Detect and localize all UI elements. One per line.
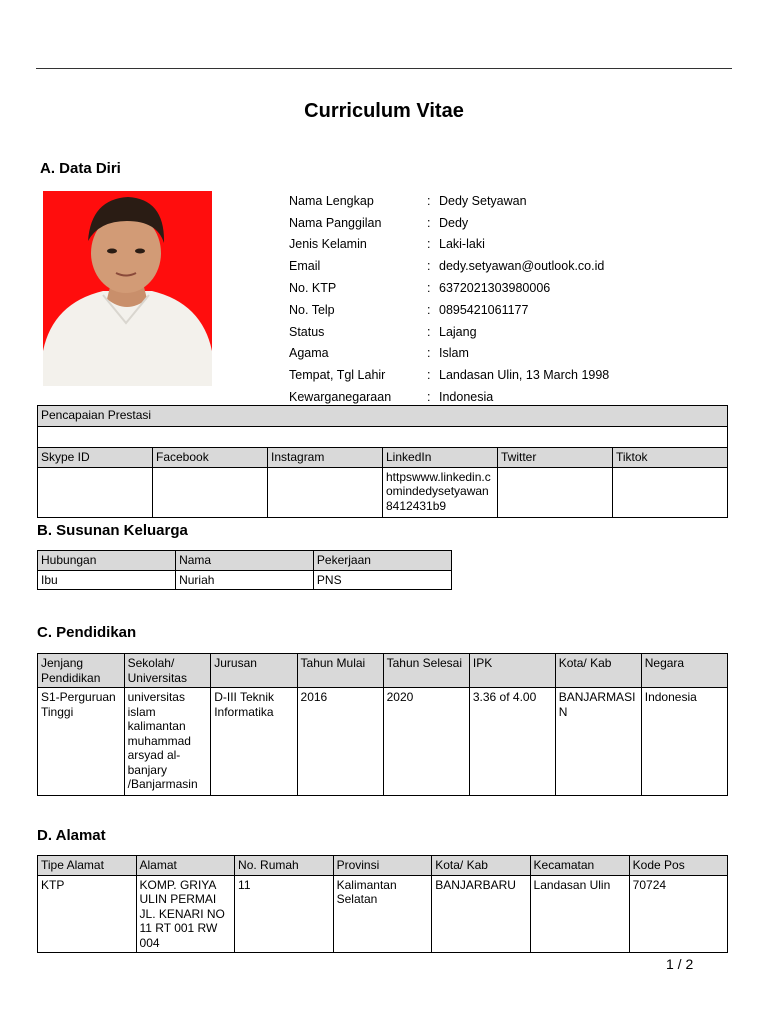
info-colon: : <box>427 215 431 230</box>
info-colon: : <box>427 368 431 383</box>
info-value: Landasan Ulin, 13 March 1998 <box>439 368 610 383</box>
table-row <box>38 688 728 796</box>
table-row <box>38 570 452 590</box>
table-header-cell: Alamat <box>136 856 235 876</box>
section-pendidikan-heading: C. Pendidikan <box>37 624 137 641</box>
social-header: Instagram <box>268 448 383 468</box>
profile-photo <box>43 191 212 386</box>
table-cell: Indonesia <box>641 688 727 796</box>
page-title: Curriculum Vitae <box>304 100 464 122</box>
table-header-cell: Nama <box>176 551 314 571</box>
table-header-cell: Kota/ Kab <box>555 654 641 688</box>
table-cell: KTP <box>38 875 137 953</box>
info-row <box>289 190 729 212</box>
info-row <box>289 234 729 256</box>
table-header-cell: Tipe Alamat <box>38 856 137 876</box>
table-header-cell: Jurusan <box>211 654 297 688</box>
info-value: Indonesia <box>439 390 494 405</box>
table-header-cell: No. Rumah <box>235 856 334 876</box>
info-colon: : <box>427 390 431 405</box>
table-cell: 2020 <box>383 688 469 796</box>
info-label: Kewarganegaraan <box>289 390 392 405</box>
table-header-cell: Jenjang Pendidikan <box>38 654 125 688</box>
table-cell: BANJARMASIN <box>555 688 641 796</box>
info-label: Tempat, Tgl Lahir <box>289 368 386 383</box>
info-colon: : <box>427 193 431 208</box>
table-header-cell: Provinsi <box>333 856 432 876</box>
info-value: Dedy <box>439 215 469 230</box>
alamat-table <box>37 855 728 953</box>
info-label: Jenis Kelamin <box>289 237 367 252</box>
personal-info <box>289 190 729 408</box>
table-row <box>38 875 728 953</box>
table-header-cell: Negara <box>641 654 727 688</box>
table-cell: 2016 <box>297 688 383 796</box>
info-colon: : <box>427 259 431 274</box>
table-header-cell: Kode Pos <box>629 856 727 876</box>
info-label: Email <box>289 259 321 274</box>
social-value <box>38 467 153 517</box>
table-cell: KOMP. GRIYA ULIN PERMAI JL. KENARI NO 11 RT 001 RW 004 <box>136 875 235 953</box>
section-alamat-heading: D. Alamat <box>37 827 106 844</box>
info-value: Laki-laki <box>439 237 485 252</box>
social-value <box>613 467 728 517</box>
table-cell: 11 <box>235 875 334 953</box>
table-header-cell: IPK <box>469 654 555 688</box>
info-row <box>289 277 729 299</box>
prestasi-value <box>38 427 728 448</box>
page-number: 1 / 2 <box>666 956 694 972</box>
info-colon: : <box>427 302 431 317</box>
section-keluarga-heading: B. Susunan Keluarga <box>37 522 188 539</box>
info-row <box>289 321 729 343</box>
info-row <box>289 212 729 234</box>
social-value <box>268 467 383 517</box>
info-value: Dedy Setyawan <box>439 193 527 208</box>
info-colon: : <box>427 324 431 339</box>
social-header: Facebook <box>153 448 268 468</box>
info-row <box>289 364 729 386</box>
table-cell: S1-Perguruan Tinggi <box>38 688 125 796</box>
social-header: Tiktok <box>613 448 728 468</box>
table-cell: 3.36 of 4.00 <box>469 688 555 796</box>
table-cell: Ibu <box>38 570 176 590</box>
social-header: Skype ID <box>38 448 153 468</box>
pendidikan-table <box>37 653 728 796</box>
info-label: Agama <box>289 346 329 361</box>
info-row <box>289 343 729 365</box>
table-header-cell: Tahun Selesai <box>383 654 469 688</box>
info-value: Lajang <box>439 324 477 339</box>
table-cell: PNS <box>313 570 451 590</box>
table-header-cell: Hubungan <box>38 551 176 571</box>
table-header-cell: Sekolah/ Universitas <box>124 654 211 688</box>
info-value: Islam <box>439 346 469 361</box>
table-cell: D-III Teknik Informatika <box>211 688 297 796</box>
social-header: LinkedIn <box>383 448 498 468</box>
section-data-diri-heading: A. Data Diri <box>40 160 121 177</box>
info-label: Nama Lengkap <box>289 193 374 208</box>
info-value: dedy.setyawan@outlook.co.id <box>439 259 605 274</box>
info-label: No. Telp <box>289 302 335 317</box>
top-rule <box>36 68 732 69</box>
info-label: Nama Panggilan <box>289 215 382 230</box>
info-label: Status <box>289 324 325 339</box>
table-cell: Kalimantan Selatan <box>333 875 432 953</box>
prestasi-label: Pencapaian Prestasi <box>38 406 728 427</box>
table-header-cell: Kota/ Kab <box>432 856 530 876</box>
social-header: Twitter <box>498 448 613 468</box>
prestasi-social-table <box>37 405 728 518</box>
table-cell: Landasan Ulin <box>530 875 629 953</box>
table-header-cell: Pekerjaan <box>313 551 451 571</box>
social-value: httpswww.linkedin.comindedysetyawan8412431b9 <box>383 467 498 517</box>
info-value: 6372021303980006 <box>439 281 551 296</box>
table-cell: universitas islam kalimantan muhammad arsyad al-banjary /Banjarmasin <box>124 688 211 796</box>
table-header-row <box>38 856 728 876</box>
table-cell: 70724 <box>629 875 727 953</box>
info-label: No. KTP <box>289 281 337 296</box>
info-row <box>289 255 729 277</box>
info-colon: : <box>427 237 431 252</box>
person-photo-icon <box>43 191 212 386</box>
info-row <box>289 299 729 321</box>
keluarga-table <box>37 550 452 590</box>
table-header-row <box>38 551 452 571</box>
info-value: 0895421061177 <box>439 302 529 317</box>
info-colon: : <box>427 281 431 296</box>
info-colon: : <box>427 346 431 361</box>
table-header-cell: Kecamatan <box>530 856 629 876</box>
table-header-row <box>38 654 728 688</box>
social-value <box>153 467 268 517</box>
social-value <box>498 467 613 517</box>
table-cell: BANJARBARU <box>432 875 530 953</box>
table-header-cell: Tahun Mulai <box>297 654 383 688</box>
table-cell: Nuriah <box>176 570 314 590</box>
